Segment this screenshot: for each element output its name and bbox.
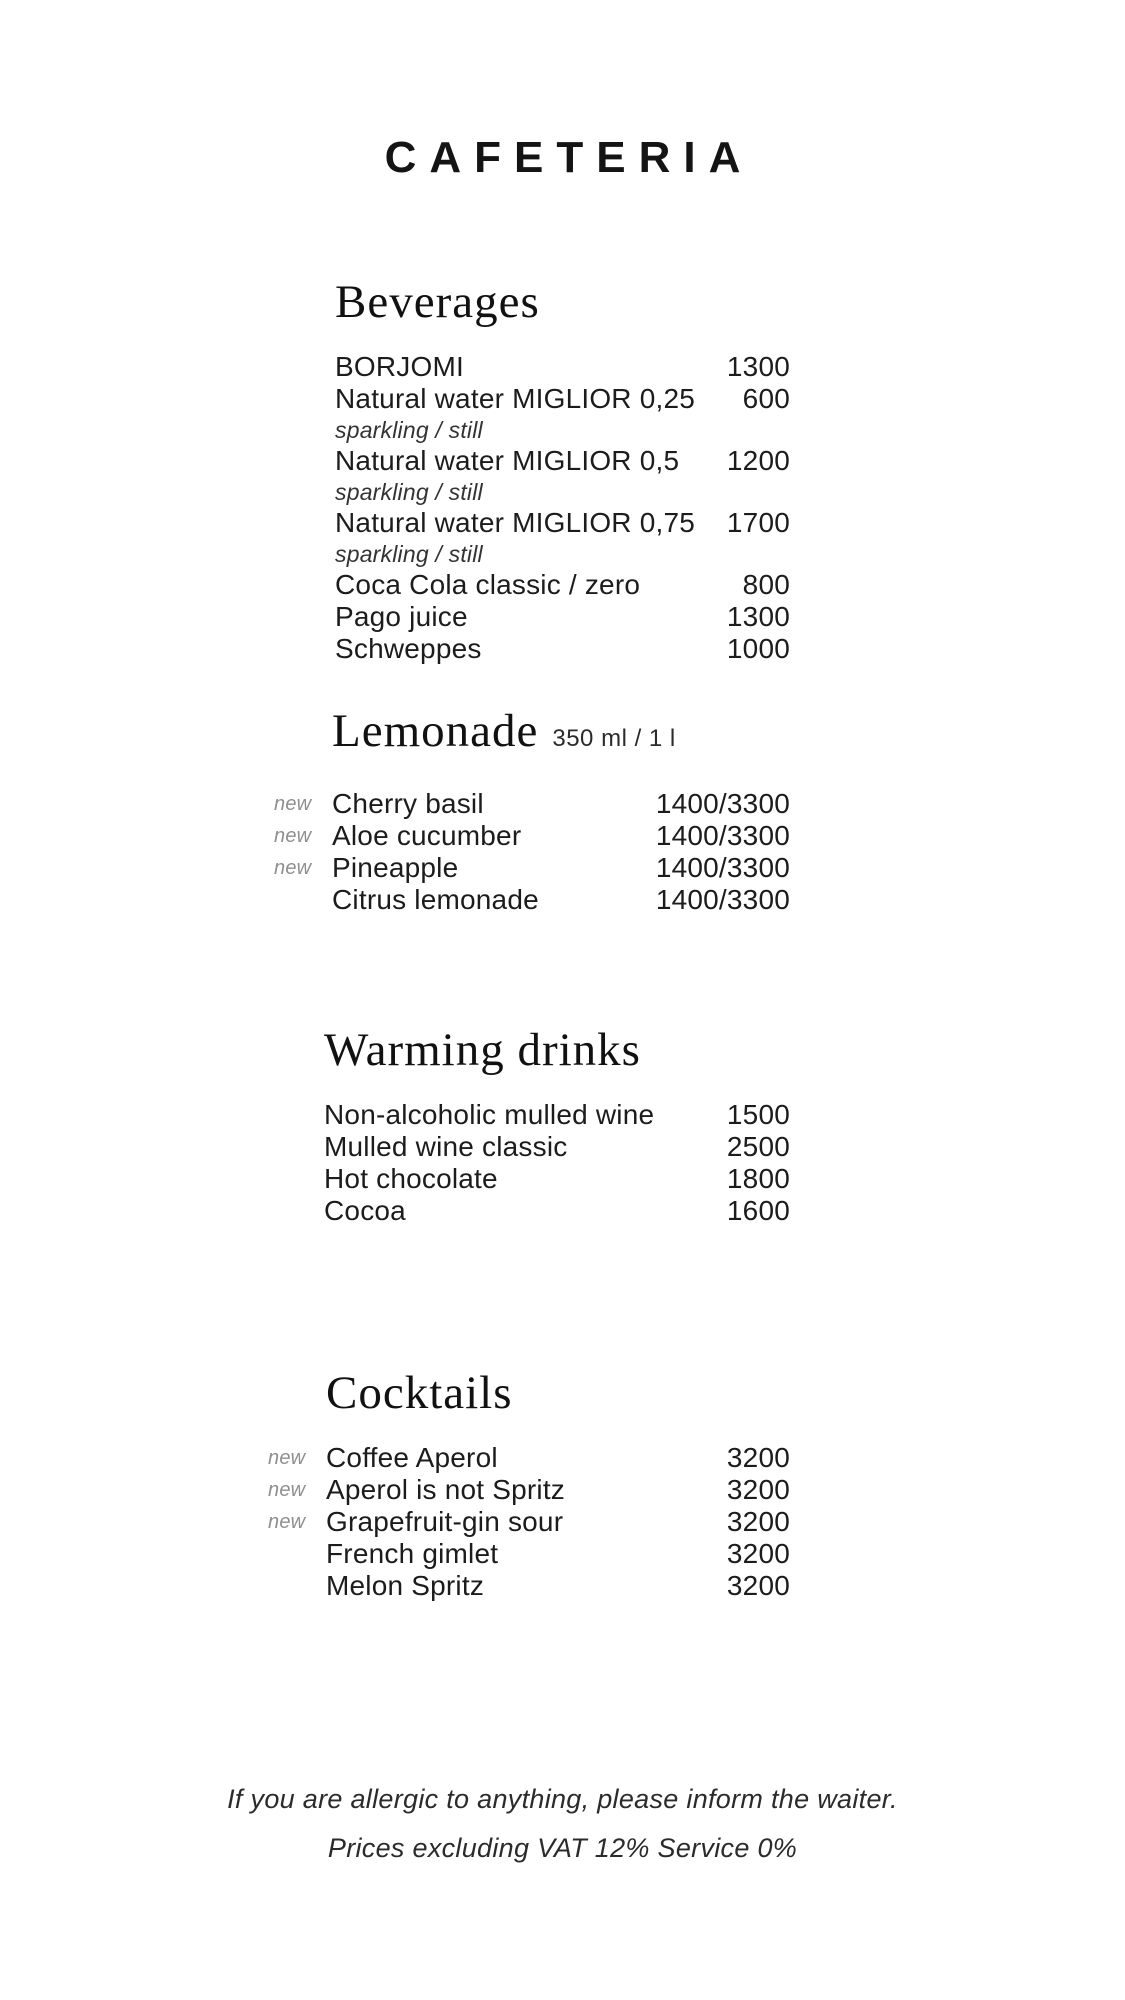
item-name: Coffee Aperol: [326, 1442, 498, 1473]
item-list: [268, 1442, 790, 1602]
menu-item-row: [335, 569, 790, 601]
item-price: 2500: [726, 1131, 790, 1162]
section-warming-drinks: [324, 1023, 790, 1227]
item-list: [274, 788, 790, 916]
item-price: 1800: [726, 1163, 790, 1194]
section-heading-text: Lemonade: [332, 705, 539, 757]
item-price: 3200: [726, 1506, 790, 1537]
item-price: 1500: [726, 1099, 790, 1130]
menu-item-row: [335, 633, 790, 665]
menu-item-row: [335, 383, 790, 415]
item-price: 1000: [726, 633, 790, 664]
item-name: Natural water MIGLIOR 0,25: [335, 383, 695, 414]
section-heading: [324, 1023, 790, 1077]
item-name: Mulled wine classic: [324, 1131, 568, 1162]
item-variant-note: sparkling / still: [335, 417, 483, 443]
item-name: Aloe cucumber: [332, 820, 522, 851]
menu-item-row: [268, 1506, 790, 1538]
section-heading-text: Warming drinks: [324, 1024, 641, 1076]
menu-item-row: [324, 1195, 790, 1227]
item-price: 3200: [726, 1474, 790, 1505]
new-badge: new: [274, 857, 312, 879]
menu-item-row: [274, 852, 790, 884]
menu-item-row: [324, 1099, 790, 1131]
item-name: Non-alcoholic mulled wine: [324, 1099, 655, 1130]
item-price: 1300: [726, 601, 790, 632]
item-name: Cherry basil: [332, 788, 484, 819]
menu-item-row: [335, 507, 790, 539]
item-variant-note: sparkling / still: [335, 541, 483, 567]
section-heading: [335, 275, 790, 329]
brand-title: CAFETERIA: [384, 133, 754, 182]
menu-item-row: [274, 788, 790, 820]
item-name: Melon Spritz: [326, 1570, 485, 1601]
menu-item-row: [268, 1442, 790, 1474]
item-name: Grapefruit-gin sour: [326, 1506, 564, 1537]
item-variant-note: sparkling / still: [335, 479, 483, 505]
item-name: Coca Cola classic / zero: [335, 569, 641, 600]
section-heading: [332, 704, 790, 766]
item-list: [324, 1099, 790, 1227]
item-name: Pineapple: [332, 852, 459, 883]
section-heading-text: Cocktails: [326, 1367, 513, 1419]
item-price: 600: [742, 383, 790, 414]
section-heading-text: Beverages: [335, 276, 540, 328]
new-badge: new: [268, 1511, 306, 1533]
item-name: Citrus lemonade: [332, 884, 539, 915]
new-badge: new: [274, 793, 312, 815]
footer-notes: [0, 1783, 1125, 1865]
section-heading: [326, 1366, 790, 1420]
item-name: BORJOMI: [335, 351, 464, 382]
menu-item-row: [335, 601, 790, 633]
item-price: 1400/3300: [655, 852, 790, 883]
new-badge: new: [268, 1479, 306, 1501]
item-list: [335, 351, 790, 665]
menu-item-row: [335, 445, 790, 477]
menu-item-row: [324, 1163, 790, 1195]
item-name: Aperol is not Spritz: [326, 1474, 565, 1505]
item-price: 3200: [726, 1570, 790, 1601]
menu-item-row: [335, 351, 790, 383]
vat-note: Prices excluding VAT 12% Service 0%: [327, 1833, 798, 1863]
item-name: Schweppes: [335, 633, 482, 664]
item-price: 1600: [726, 1195, 790, 1226]
item-name: Natural water MIGLIOR 0,75: [335, 507, 695, 538]
item-price: 1200: [726, 445, 790, 476]
item-name: Pago juice: [335, 601, 468, 632]
item-name: Natural water MIGLIOR 0,5: [335, 445, 680, 476]
item-price: 1400/3300: [655, 820, 790, 851]
item-price: 1300: [726, 351, 790, 382]
menu-item-row: [326, 1538, 790, 1570]
item-price: 3200: [726, 1442, 790, 1473]
item-price: 1400/3300: [655, 788, 790, 819]
item-price: 3200: [726, 1538, 790, 1569]
item-price: 800: [742, 569, 790, 600]
new-badge: new: [274, 825, 312, 847]
menu-item-row: [274, 820, 790, 852]
menu-item-row: [326, 1570, 790, 1602]
menu-item-row: [332, 884, 790, 916]
menu-item-row: [268, 1474, 790, 1506]
item-name: French gimlet: [326, 1538, 499, 1569]
item-price: 1700: [726, 507, 790, 538]
item-name: Hot chocolate: [324, 1163, 498, 1194]
allergy-note: If you are allergic to anything, please inform the waiter.: [227, 1784, 898, 1814]
section-cocktails: [268, 1366, 790, 1602]
section-serving-note: 350 ml / 1 l: [552, 725, 676, 752]
section-beverages: [335, 275, 790, 665]
section-lemonade: [274, 704, 790, 916]
new-badge: new: [268, 1447, 306, 1469]
menu-item-row: [324, 1131, 790, 1163]
item-name: Cocoa: [324, 1195, 406, 1226]
item-price: 1400/3300: [655, 884, 790, 915]
